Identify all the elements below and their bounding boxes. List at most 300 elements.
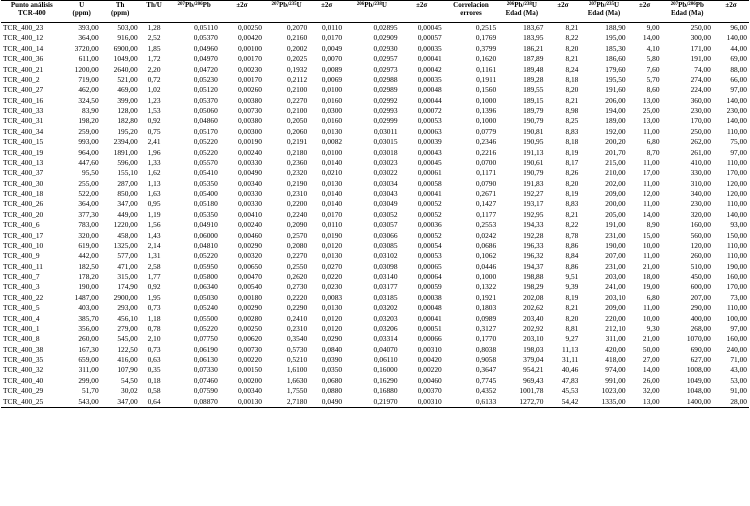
- table-cell: 128,00: [117, 106, 138, 115]
- table-row: [1, 179, 749, 189]
- table-cell: 8,22: [565, 220, 579, 230]
- table-cell: 0,02999: [373, 116, 398, 126]
- table-cell: 0,1000: [475, 272, 497, 281]
- table-cell: 0,07330: [193, 365, 218, 375]
- table-cell: 0,2620: [286, 272, 308, 281]
- table-cell: 212,10: [605, 323, 626, 333]
- table-cell: 190,61: [523, 157, 544, 167]
- table-cell: 2,41: [147, 137, 161, 147]
- table-cell: 97,00: [730, 323, 747, 333]
- table-cell: 0,0140: [321, 157, 343, 167]
- table-cell: 0,03057: [373, 220, 398, 230]
- table-cell: 11,00: [643, 157, 660, 167]
- table-cell: 0,00460: [237, 230, 262, 240]
- table-cell: 15,00: [642, 230, 660, 240]
- column-header: ±2σ: [545, 1, 580, 23]
- table-cell: 8,21: [565, 95, 579, 105]
- table-cell: 0,2191: [286, 137, 308, 147]
- table-cell: 0,00470: [237, 272, 262, 281]
- table-cell: 0,00310: [400, 397, 444, 408]
- table-cell: 560,00: [690, 230, 711, 240]
- table-cell: 195,00: [605, 33, 626, 43]
- table-cell: 93,00: [730, 220, 747, 230]
- column-header: Th (ppm): [101, 1, 140, 23]
- table-cell: 0,2730: [286, 282, 308, 292]
- table-cell: 21,00: [642, 334, 660, 344]
- table-cell: 198,20: [78, 116, 99, 126]
- sample-point-cell: TCR_400_1: [3, 323, 40, 333]
- table-cell: 198,03: [523, 344, 544, 354]
- sample-point-cell: TCR_400_22: [3, 292, 44, 302]
- table-cell: 160,00: [726, 334, 747, 344]
- table-cell: 0,00300: [237, 126, 262, 136]
- table-cell: 205,00: [605, 209, 626, 219]
- table-cell: 0,07750: [193, 334, 218, 344]
- table-cell: 8,18: [565, 74, 579, 84]
- table-cell: 0,0130: [321, 251, 343, 261]
- table-cell: 209,00: [605, 189, 626, 198]
- table-cell: 0,1932: [286, 64, 308, 74]
- sample-point-cell: TCR_400_33: [3, 106, 44, 115]
- table-cell: 0,00064: [417, 272, 442, 281]
- table-cell: 0,00290: [237, 303, 262, 313]
- column-header: $^{206}$Pb/$^{238}$U Edad (Ma): [498, 1, 545, 23]
- table-cell: 201,70: [605, 147, 626, 157]
- table-cell: 191,13: [523, 147, 544, 157]
- table-cell: 0,18: [147, 375, 161, 385]
- table-cell: 189,00: [605, 116, 626, 126]
- table-cell: 0,1911: [476, 74, 497, 84]
- table-cell: 0,02993: [373, 106, 398, 115]
- table-cell: 0,35: [147, 365, 161, 375]
- table-cell: 0,05350: [193, 209, 218, 219]
- table-cell: 0,04070: [373, 344, 398, 354]
- table-cell: 202,92: [523, 323, 544, 333]
- table-cell: 8,20: [565, 313, 579, 323]
- table-cell: 0,63: [147, 355, 161, 364]
- table-cell: 203,00: [605, 272, 626, 281]
- table-row: [1, 189, 749, 199]
- table-cell: 96,00: [730, 23, 747, 32]
- table-cell: 43,00: [730, 365, 747, 375]
- table-cell: 916,00: [117, 33, 138, 43]
- table-cell: 0,1000: [475, 116, 497, 126]
- sample-point-cell: TCR_400_36: [3, 54, 44, 64]
- table-cell: 0,05030: [193, 292, 218, 302]
- table-cell: 0,00410: [237, 209, 262, 219]
- table-cell: 0,00260: [237, 85, 262, 95]
- table-cell: 8,20: [565, 178, 579, 188]
- table-cell: 416,00: [117, 355, 138, 364]
- table-cell: 8,20: [565, 85, 579, 95]
- table-cell: 0,1396: [475, 106, 497, 115]
- table-cell: 0,02989: [373, 85, 398, 95]
- table-cell: 196,33: [523, 240, 544, 250]
- table-cell: 0,2515: [475, 23, 497, 32]
- table-cell: 0,00036: [417, 220, 442, 230]
- table-cell: 2640,00: [113, 64, 138, 74]
- table-cell: 0,00180: [237, 292, 262, 302]
- table-cell: 1,56: [147, 220, 161, 230]
- table-cell: 320,00: [78, 230, 99, 240]
- table-cell: 1001,78: [519, 386, 544, 396]
- table-cell: 202,08: [523, 292, 544, 302]
- table-cell: 0,00061: [417, 168, 442, 178]
- table-cell: 190,95: [523, 137, 544, 147]
- table-cell: 0,00370: [417, 386, 442, 396]
- table-cell: 7,60: [646, 64, 660, 74]
- table-cell: 268,00: [690, 323, 711, 333]
- table-cell: 1,31: [147, 251, 161, 261]
- table-row: [1, 355, 749, 365]
- table-cell: 310,00: [690, 178, 711, 188]
- table-cell: 0,00290: [237, 240, 262, 250]
- table-cell: 10,00: [642, 240, 660, 250]
- table-cell: 0,2090: [286, 220, 308, 230]
- sample-point-cell: TCR_400_8: [3, 334, 40, 344]
- table-cell: 6900,00: [113, 43, 138, 53]
- table-cell: 0,2100: [286, 85, 308, 95]
- table-cell: 28,00: [713, 397, 749, 408]
- table-cell: 0,0170: [321, 209, 343, 219]
- table-cell: 0,00380: [237, 116, 262, 126]
- table-cell: 8,19: [565, 189, 579, 198]
- table-cell: 0,00170: [237, 74, 262, 84]
- table-cell: 0,00035: [417, 43, 442, 53]
- table-cell: 189,55: [523, 85, 544, 95]
- table-cell: 1070,00: [686, 334, 711, 344]
- sample-point-cell: TCR_400_40: [3, 375, 44, 385]
- table-row: [1, 54, 749, 64]
- table-cell: 0,04910: [193, 220, 218, 230]
- table-cell: 1487,00: [74, 292, 99, 302]
- sample-point-cell: TCR_400_32: [3, 365, 44, 375]
- table-cell: 0,02909: [373, 33, 398, 43]
- table-cell: 385,70: [78, 313, 99, 323]
- table-cell: 1,7550: [286, 386, 308, 396]
- table-cell: 250,00: [690, 23, 711, 32]
- table-cell: 8,70: [646, 147, 660, 157]
- table-cell: 969,43: [523, 375, 544, 385]
- table-cell: 224,00: [690, 85, 711, 95]
- table-cell: 47,83: [561, 375, 579, 385]
- table-cell: 8,19: [565, 292, 579, 302]
- table-cell: 0,04860: [193, 116, 218, 126]
- sample-point-cell: TCR_400_15: [3, 137, 44, 147]
- table-cell: 203,10: [523, 334, 544, 344]
- table-cell: 442,00: [78, 251, 99, 261]
- table-cell: 0,3799: [475, 43, 497, 53]
- table-cell: 0,00035: [417, 74, 442, 84]
- table-cell: 3720,00: [74, 43, 99, 53]
- table-cell: 545,00: [117, 334, 138, 344]
- table-cell: 0,0242: [475, 230, 497, 240]
- table-cell: 140,00: [726, 33, 747, 43]
- table-cell: 1,63: [147, 189, 161, 198]
- table-cell: 0,05350: [193, 178, 218, 188]
- table-cell: 0,00057: [417, 33, 442, 43]
- table-cell: 8,17: [565, 157, 579, 167]
- table-cell: 231,00: [605, 261, 626, 271]
- table-cell: 0,0120: [321, 240, 343, 250]
- table-cell: 183,67: [523, 23, 544, 32]
- table-cell: 0,2050: [286, 116, 308, 126]
- table-cell: 0,03314: [373, 334, 398, 344]
- table-cell: 190,00: [726, 261, 747, 271]
- table-cell: 170,00: [726, 168, 747, 178]
- table-cell: 0,0686: [475, 240, 497, 250]
- table-cell: 0,0049: [321, 43, 343, 53]
- table-cell: 1,13: [147, 178, 161, 188]
- table-cell: 324,50: [78, 95, 99, 105]
- table-cell: 8,19: [565, 147, 579, 157]
- table-cell: 11,13: [562, 344, 579, 354]
- table-cell: 299,00: [78, 375, 99, 385]
- table-cell: 850,00: [117, 189, 138, 198]
- table-cell: 191,83: [523, 178, 544, 188]
- table-cell: 0,1000: [475, 95, 497, 105]
- table-cell: 240,00: [726, 344, 747, 354]
- table-cell: 0,92: [147, 116, 161, 126]
- table-row: [1, 324, 749, 334]
- table-cell: 0,00220: [417, 365, 442, 375]
- table-cell: 250,00: [690, 126, 711, 136]
- table-cell: 0,2180: [286, 147, 308, 157]
- table-cell: 522,00: [78, 189, 99, 198]
- table-cell: 0,04720: [193, 64, 218, 74]
- table-cell: 183,95: [523, 33, 544, 43]
- table-cell: 0,05120: [193, 85, 218, 95]
- table-cell: 356,00: [78, 323, 99, 333]
- table-cell: 364,00: [78, 33, 99, 43]
- table-cell: 0,1322: [475, 282, 497, 292]
- table-cell: 1220,00: [113, 220, 138, 230]
- table-cell: 0,03043: [373, 189, 398, 198]
- table-cell: 207,00: [690, 292, 711, 302]
- table-cell: 66,00: [730, 74, 747, 84]
- sample-point-cell: TCR_400_34: [3, 126, 44, 136]
- table-cell: 10,00: [642, 313, 660, 323]
- table-cell: 0,0700: [475, 157, 497, 167]
- table-cell: 230,00: [690, 106, 711, 115]
- table-cell: 719,00: [78, 74, 99, 84]
- table-cell: 186,21: [523, 43, 544, 53]
- table-row: [1, 158, 749, 168]
- table-cell: 0,2220: [286, 292, 308, 302]
- table-cell: 190,00: [605, 240, 626, 250]
- table-cell: 0,1921: [475, 292, 497, 302]
- table-cell: 403,00: [78, 303, 99, 313]
- table-cell: 12,00: [642, 189, 660, 198]
- table-cell: 71,00: [730, 355, 747, 364]
- table-cell: 577,00: [117, 251, 138, 261]
- table-cell: 8,86: [565, 240, 579, 250]
- table-cell: 8,21: [565, 54, 579, 64]
- table-cell: 420,00: [605, 344, 626, 354]
- table-cell: 0,05060: [193, 106, 218, 115]
- table-cell: 97,00: [730, 147, 747, 157]
- table-cell: 0,00053: [417, 251, 442, 261]
- table-cell: 255,00: [78, 178, 99, 188]
- table-cell: 54,42: [545, 397, 580, 408]
- table-cell: 185,30: [605, 43, 626, 53]
- sample-point-cell: TCR_400_38: [3, 344, 44, 354]
- table-cell: 0,00330: [237, 157, 262, 167]
- table-cell: 100,00: [726, 313, 747, 323]
- column-header: ±2σ: [628, 1, 662, 23]
- table-cell: 0,64: [140, 397, 169, 408]
- table-cell: 9,51: [565, 272, 579, 281]
- table-cell: 0,78: [147, 323, 161, 333]
- table-cell: 202,62: [523, 303, 544, 313]
- table-cell: 231,00: [605, 230, 626, 240]
- table-cell: 0,07460: [193, 375, 218, 385]
- table-cell: 9,30: [646, 323, 660, 333]
- table-cell: 0,2190: [286, 178, 308, 188]
- table-cell: 393,00: [78, 23, 99, 32]
- table-cell: 230,00: [726, 106, 747, 115]
- table-cell: 0,00320: [237, 251, 262, 261]
- table-cell: 0,0140: [321, 199, 343, 209]
- table-cell: 170,00: [690, 116, 711, 126]
- table-cell: 0,00100: [237, 43, 262, 53]
- table-cell: 1200,00: [74, 64, 99, 74]
- table-row: [1, 386, 749, 396]
- table-cell: 27,00: [642, 355, 660, 364]
- table-cell: 0,00340: [237, 178, 262, 188]
- table-cell: 0,2290: [286, 303, 308, 313]
- table-cell: 0,2570: [286, 230, 308, 240]
- table-cell: 69,00: [730, 54, 747, 64]
- table-cell: 347,00: [101, 397, 140, 408]
- table-cell: 1,96: [147, 147, 161, 157]
- table-cell: 0,00240: [237, 147, 262, 157]
- table-cell: 83,90: [82, 106, 99, 115]
- table-cell: 0,00048: [417, 85, 442, 95]
- sample-point-cell: TCR_400_13: [3, 157, 44, 167]
- table-cell: 0,2080: [286, 240, 308, 250]
- table-cell: 0,3540: [286, 334, 308, 344]
- table-body: [1, 23, 749, 408]
- table-cell: 0,2550: [286, 261, 308, 271]
- table-cell: 0,5210: [286, 355, 308, 364]
- table-cell: 8,84: [565, 251, 579, 261]
- table-cell: 198,88: [523, 272, 544, 281]
- table-cell: 0,2200: [286, 199, 308, 209]
- table-cell: 0,00044: [417, 95, 442, 105]
- table-cell: 0,00200: [237, 375, 262, 385]
- table-cell: 0,2270: [286, 95, 308, 105]
- table-cell: 160,00: [690, 220, 711, 230]
- table-cell: 2,14: [147, 240, 161, 250]
- table-cell: 0,3647: [475, 365, 497, 375]
- table-cell: 0,0390: [321, 355, 343, 364]
- table-cell: 0,00730: [237, 344, 262, 354]
- table-row: [1, 44, 749, 54]
- table-cell: 0,05170: [193, 126, 218, 136]
- table-cell: 0,0082: [321, 137, 343, 147]
- table-cell: 110,00: [726, 199, 747, 209]
- table-cell: 190,00: [78, 282, 99, 292]
- table-cell: 1008,00: [686, 365, 711, 375]
- table-cell: 0,00063: [417, 126, 442, 136]
- table-cell: 0,2270: [286, 251, 308, 261]
- table-cell: 0,8038: [475, 344, 497, 354]
- table-cell: 0,92: [147, 282, 161, 292]
- table-cell: 0,00150: [237, 365, 262, 375]
- table-cell: 450,00: [690, 272, 711, 281]
- table-cell: 0,05220: [193, 251, 218, 261]
- table-row: [1, 376, 749, 386]
- table-cell: 311,00: [78, 365, 99, 375]
- table-cell: 6,80: [646, 292, 660, 302]
- table-cell: 11,00: [643, 126, 660, 136]
- table-row: [1, 282, 749, 292]
- table-cell: 209,00: [605, 303, 626, 313]
- table-cell: 2,52: [147, 33, 161, 43]
- table-cell: 0,03206: [373, 323, 398, 333]
- table-cell: 1,43: [147, 230, 161, 240]
- table-cell: 0,00220: [237, 355, 262, 364]
- table-cell: 91,00: [730, 386, 747, 396]
- table-cell: 8,21: [565, 209, 579, 219]
- table-cell: 203,40: [523, 313, 544, 323]
- sample-point-cell: TCR_400_37: [3, 168, 44, 178]
- table-cell: 0,03202: [373, 303, 398, 313]
- table-cell: 73,00: [730, 292, 747, 302]
- column-header: ±2σ: [400, 1, 444, 23]
- table-cell: 0,2360: [286, 157, 308, 167]
- table-cell: 0,06000: [193, 230, 218, 240]
- table-cell: 2900,00: [113, 292, 138, 302]
- table-cell: 13,00: [628, 397, 662, 408]
- table-cell: 0,05370: [193, 95, 218, 105]
- table-cell: 1,02: [147, 85, 161, 95]
- table-cell: 690,00: [690, 344, 711, 354]
- table-cell: 5,80: [646, 54, 660, 64]
- table-cell: 0,03102: [373, 251, 398, 261]
- column-header: Correlacion errores: [444, 1, 498, 23]
- table-row: [1, 303, 749, 313]
- table-cell: 964,00: [78, 147, 99, 157]
- table-header: [1, 1, 749, 23]
- table-cell: 8,18: [565, 137, 579, 147]
- table-cell: 340,00: [690, 189, 711, 198]
- table-cell: 0,02988: [373, 74, 398, 84]
- column-header: $^{207}$Pb/$^{235}$U Edad (Ma): [580, 1, 627, 23]
- table-cell: 18,00: [642, 272, 660, 281]
- table-cell: 210,00: [605, 168, 626, 178]
- sample-point-cell: TCR_400_16: [3, 95, 44, 105]
- table-cell: 0,00048: [417, 303, 442, 313]
- table-cell: 140,00: [726, 95, 747, 105]
- table-cell: 171,00: [690, 43, 711, 53]
- table-cell: 0,02973: [373, 64, 398, 74]
- table-row: [1, 96, 749, 106]
- sample-point-cell: TCR_400_25: [1, 397, 63, 408]
- table-cell: 196,32: [523, 251, 544, 261]
- table-cell: 0,0160: [321, 95, 343, 105]
- table-cell: 31,11: [562, 355, 579, 364]
- table-cell: 0,00130: [220, 397, 264, 408]
- table-cell: 150,00: [726, 230, 747, 240]
- column-header: Punto análisis TCR-400: [1, 1, 63, 23]
- table-cell: 0,0160: [321, 116, 343, 126]
- table-cell: 0,02895: [373, 23, 398, 32]
- sample-point-cell: TCR_400_12: [3, 33, 44, 43]
- table-cell: 0,03052: [373, 209, 398, 219]
- table-cell: 11,00: [643, 251, 660, 261]
